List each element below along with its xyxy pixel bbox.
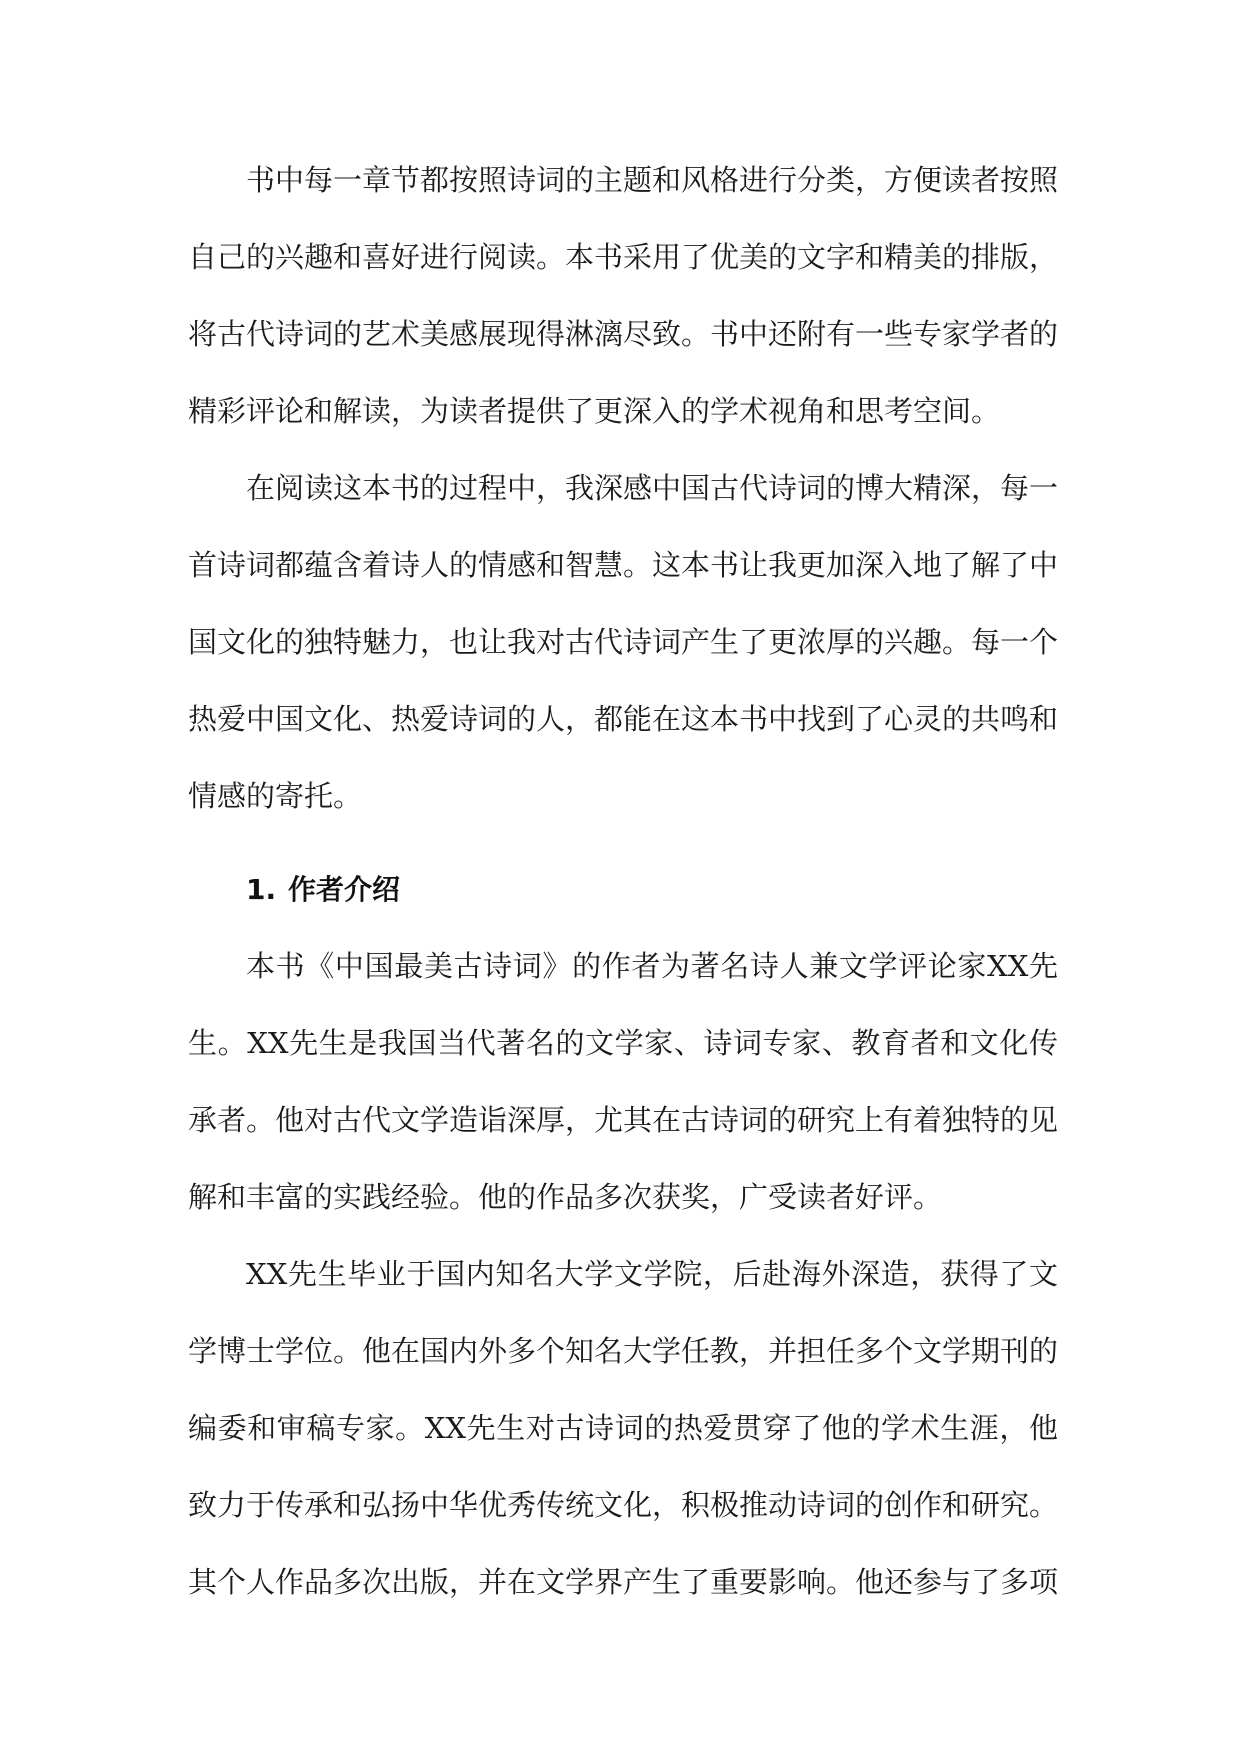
paragraph-author-background: XX先生毕业于国内知名大学文学院，后赴海外深造，获得了文学博士学位。他在国内外多个知名大学任教，并担任多个文学期刊的编委和审稿专家。XX先生对古诗词的热爱贯穿了他的学术生涯，他致力于传承和弘扬中华优秀传统文化，积极推动诗词的创作和研究。其个人作品多次出版，并在文学界产生了重要影响。他还参与了多项 (188, 1257, 1059, 1599)
section-heading (188, 851, 1058, 928)
paragraph-reading-impression: 在阅读这本书的过程中，我深感中国古代诗词的博大精深，每一首诗词都蕴含着诗人的情感和智慧。这本书让我更加深入地了解了中国文化的独特魅力，也让我对古代诗词产生了更浓厚的兴趣。每一个热爱中国文化、热爱诗词的人，都能在这本书中找到了心灵的共鸣和情感的寄托。 (188, 471, 1059, 813)
document-body (188, 142, 1058, 1621)
paragraph-classification: 书中每一章节都按照诗词的主题和风格进行分类，方便读者按照自己的兴趣和喜好进行阅读。本书采用了优美的文字和精美的排版，将古代诗词的艺术美感展现得淋漓尽致。书中还附有一些专家学者的精彩评论和解读，为读者提供了更深入的学术视角和思考空间。 (188, 163, 1059, 428)
section-number: 1. (246, 873, 277, 906)
section-title: 作者介绍 (288, 873, 401, 906)
paragraph-author-intro: 本书《中国最美古诗词》的作者为著名诗人兼文学评论家XX先生。XX先生是我国当代著名的文学家、诗词专家、教育者和文化传承者。他对古代文学造诣深厚，尤其在古诗词的研究上有着独特的见解和丰富的实践经验。他的作品多次获奖，广受读者好评。 (188, 949, 1059, 1214)
